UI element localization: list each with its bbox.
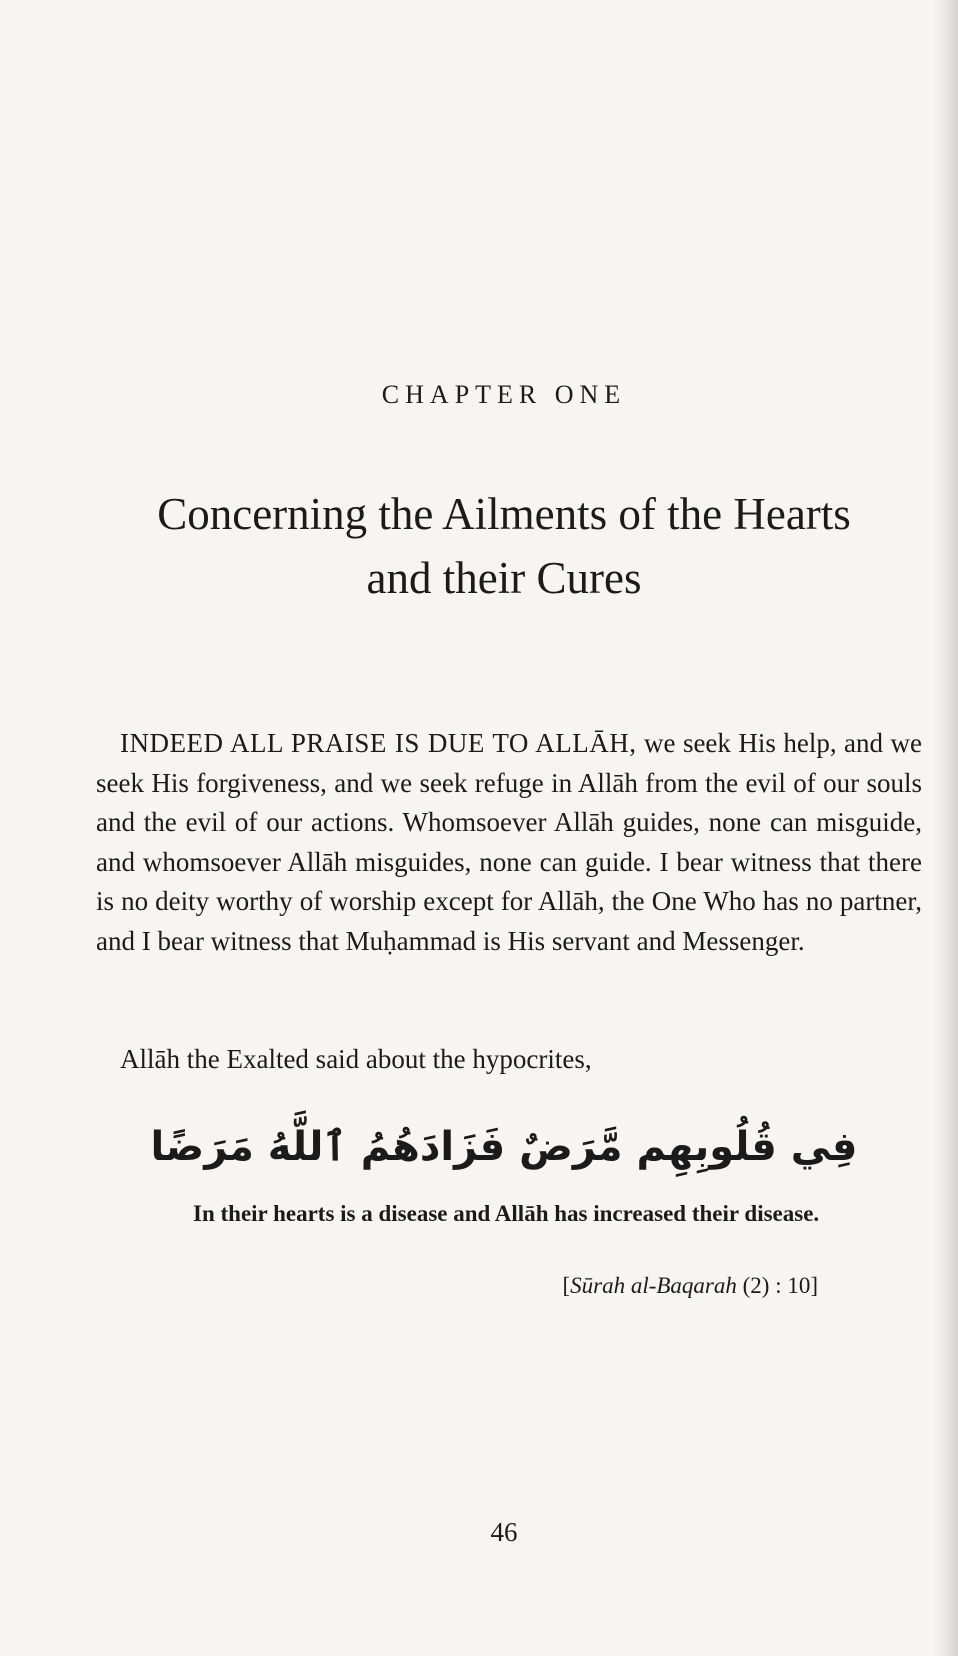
reference-open-bracket: [ xyxy=(562,1273,571,1298)
chapter-title-line-2: and their Cures xyxy=(366,553,642,603)
reference-surah-name: Sūrah al-Baqarah xyxy=(570,1273,737,1298)
arabic-verse: فِي قُلُوبِهِم مَّرَضٌ فَزَادَهُمُ ٱللَّهُ مَرَضًا xyxy=(150,1124,858,1170)
chapter-label: CHAPTER ONE xyxy=(381,380,627,409)
opening-paragraph xyxy=(96,724,922,961)
opening-paragraph-text: we seek His help, and we seek His forgiveness, and we seek refuge in Allāh from the evil of our souls and the evil of our actions. Whomsoever Allāh guides, none can misguide, and whomsoever Allāh misguides, none can guide. I bear witness that there is no deity worthy of worship except for Allāh, the One Who has no partner, and I bear witness that Muḥammad is His servant and Messenger. xyxy=(96,728,922,956)
opening-lead-in: INDEED ALL PRAISE IS DUE TO ALLĀH, xyxy=(120,728,637,758)
chapter-title-line-1: Concerning the Ailments of the Hearts xyxy=(157,489,851,539)
page-gutter-shadow xyxy=(932,0,958,1656)
intro-paragraph: Allāh the Exalted said about the hypocrites, xyxy=(120,1044,592,1074)
verse-translation: In their hearts is a disease and Allāh has increased their disease. xyxy=(193,1201,820,1226)
verse-reference xyxy=(193,1273,818,1299)
reference-chapter-verse: (2) : 10] xyxy=(736,1273,818,1298)
chapter-title xyxy=(0,482,958,610)
page-number: 46 xyxy=(490,1517,518,1547)
